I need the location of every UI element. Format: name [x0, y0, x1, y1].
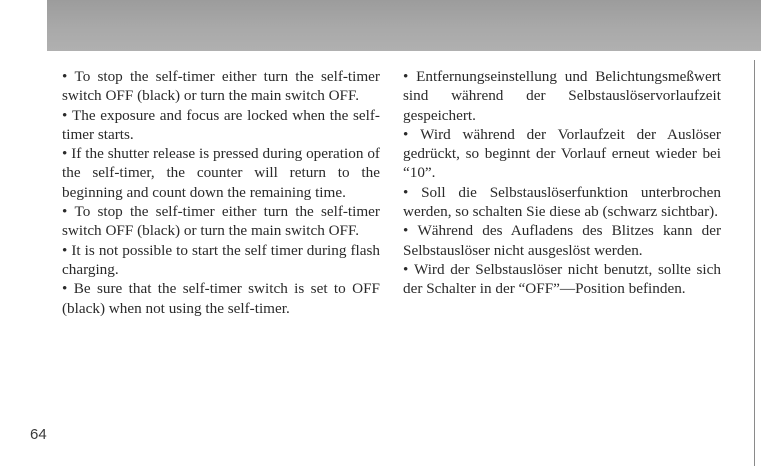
english-item-3: • If the shutter release is pressed during operation of the self-timer, the counter will return to the beginning and count down the remaining time.	[62, 144, 380, 202]
german-item-1: • Entfernungseinstellung und Belichtungsmeßwert sind während der Selbstauslöservorlaufzeit gespeichert.	[403, 67, 721, 125]
english-item-5: • It is not possible to start the self timer during flash charging.	[62, 241, 380, 280]
german-item-4: • Während des Aufladens des Blitzes kann der Selbstauslöser nicht ausgeslöst werden.	[403, 221, 721, 260]
page-number: 64	[30, 426, 47, 443]
header-band	[47, 0, 761, 51]
english-column	[62, 67, 380, 318]
german-item-3: • Soll die Selbstauslöserfunktion unterbrochen werden, so schalten Sie diese ab (schwarz sichtbar).	[403, 183, 721, 222]
english-item-2: • The exposure and focus are locked when the self-timer starts.	[62, 106, 380, 145]
german-item-5: • Wird der Selbstauslöser nicht benutzt, sollte sich der Schalter in der “OFF”—Position befinden.	[403, 260, 721, 299]
german-item-2: • Wird während der Vorlaufzeit der Auslöser gedrückt, so beginnt der Vorlauf erneut wieder bei “10”.	[403, 125, 721, 183]
english-item-6: • Be sure that the self-timer switch is set to OFF (black) when not using the self-timer.	[62, 279, 380, 318]
english-item-4: • To stop the self-timer either turn the self-timer switch OFF (black) or turn the main switch OFF.	[62, 202, 380, 241]
english-item-1: • To stop the self-timer either turn the self-timer switch OFF (black) or turn the main switch OFF.	[62, 67, 380, 106]
german-column	[403, 67, 721, 299]
page-edge-line	[754, 60, 755, 466]
